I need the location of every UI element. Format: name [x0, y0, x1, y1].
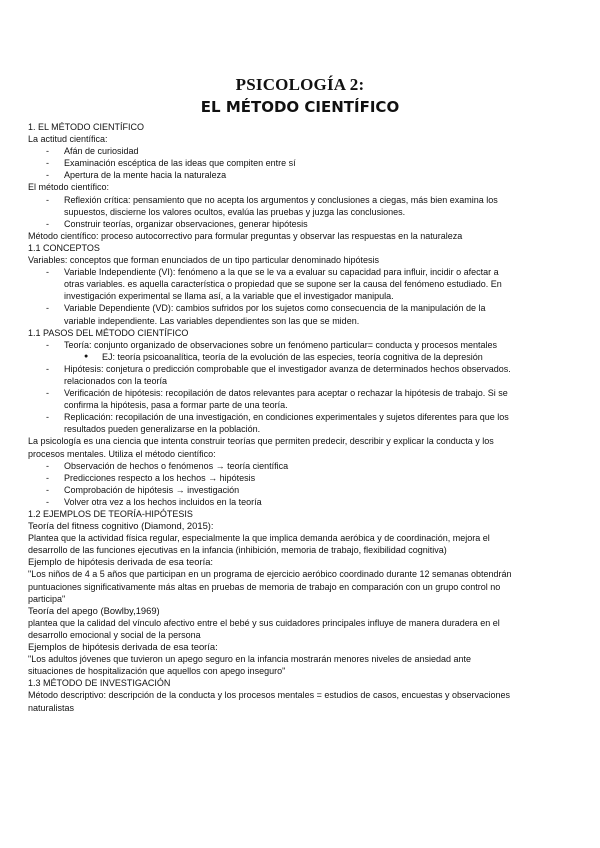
bullet-item: - Reflexión crítica: pensamiento que no acepta los argumentos y conclusiones a ciegas, más bien examina los: [28, 194, 578, 206]
bullet-continuation: confirma la hipótesis, pasa a formar parte de una teoría.: [64, 400, 288, 411]
paragraph-line: participa": [28, 593, 66, 604]
paragraph-line: desarrollo emocional y social de la persona: [28, 629, 201, 640]
paragraph-line: El método científico:: [28, 182, 110, 193]
paragraph-line: Método científico: proceso autocorrectivo para formular preguntas y observar las respuestas en la naturaleza: [28, 230, 463, 241]
bullet-item: - Observación de hechos o fenómenos → teoría científica: [28, 460, 578, 472]
section-heading: 1.2 EJEMPLOS DE TEORÍA-HIPÓTESIS: [28, 509, 193, 519]
bullet-item: - Teoría: conjunto organizado de observaciones sobre un fenómeno particular= conducta y procesos mentales: [28, 339, 578, 351]
bullet-item: - Verificación de hipótesis: recopilación de datos relevantes para aceptar o rechazar la hipótesis de trabajo. Si se: [28, 387, 578, 399]
paragraph-line: La psicología es una ciencia que intenta construir teorías que permiten predecir, describir y explicar la conducta y los: [28, 436, 494, 447]
sub-bullet-item: ● EJ: teoría psicoanalítica, teoría de la evolución de las especies, teoría cognitiva de la depresión: [28, 351, 578, 363]
bullet-item: - Predicciones respecto a los hechos → hipótesis: [28, 472, 578, 484]
bullet-continuation: investigación experimental se llama así, a la variable que el investigador manipula.: [64, 291, 394, 302]
bullet-continuation: variable independiente. Las variables dependientes son las que se miden.: [64, 315, 360, 326]
paragraph-line: plantea que la calidad del vínculo afectivo entre el bebé y sus cuidadores principales influye de manera duradera en el: [28, 617, 500, 628]
document-title: PSICOLOGÍA 2:: [235, 75, 365, 94]
bullet-continuation: relacionados con la teoría: [64, 375, 168, 386]
paragraph-line: La actitud científica:: [28, 134, 108, 145]
paragraph-line: "Los niños de 4 a 5 años que participan en un programa de ejercicio aeróbico coordinado durante 12 semanas obtendrán: [28, 569, 512, 580]
theory-title: Teoría del apego (Bowlby,1969): [28, 604, 160, 616]
bullet-item: - Apertura de la mente hacia la naturaleza: [28, 169, 578, 181]
bullet-item: - Variable Independiente (VI): fenómeno a la que se le va a evaluar su capacidad para influir, incidir o afectar a: [28, 266, 578, 278]
bullet-continuation: supuestos, discierne los valores ocultos, evalúa las pruebas y juzga las conclusiones.: [64, 206, 406, 217]
hypothesis-heading: Ejemplo de hipótesis derivada de esa teoría:: [28, 556, 214, 568]
paragraph-line: puntuaciones significativamente más altas en pruebas de memoria de trabajo en comparación con un grupo control no: [28, 581, 501, 592]
theory-title: Teoría del fitness cognitivo (Diamond, 2015):: [28, 520, 214, 532]
section-heading: 1.1 CONCEPTOS: [28, 242, 100, 253]
bullet-item: - Construir teorías, organizar observaciones, generar hipótesis: [28, 218, 578, 230]
paragraph-line: situaciones de hospitalización que aquellos con apego inseguro": [28, 666, 286, 677]
section-heading: 1.3 MÉTODO DE INVESTIGACIÓN: [28, 678, 171, 689]
paragraph-line: naturalistas: [28, 702, 75, 713]
bullet-item: - Volver otra vez a los hechos incluidos en la teoría: [28, 496, 578, 508]
bullet-item: - Hipótesis: conjetura o predicción comprobable que el investigador avanza de determinados hechos observados.: [28, 363, 578, 375]
bullet-continuation: resultados pueden generalizarse en la población.: [64, 424, 261, 435]
bullet-item: - Afán de curiosidad: [28, 145, 578, 157]
paragraph-line: "Los adultos jóvenes que tuvieron un apego seguro en la infancia mostrarán menores niveles de ansiedad ante: [28, 654, 471, 665]
paragraph-line: Variables: conceptos que forman enunciados de un tipo particular denominado hipótesis: [28, 255, 380, 266]
bullet-item: - Replicación: recopilación de una investigación, en condiciones experimentales y sujetos diferentes para que los: [28, 411, 578, 423]
document-subtitle: EL MÉTODO CIENTÍFICO: [200, 98, 400, 116]
bullet-continuation: otras variables. es aquella característica o propiedad que se supone ser la causa del fenómeno estudiado. En: [64, 279, 502, 290]
document-body: [28, 121, 578, 714]
bullet-item: - Variable Dependiente (VD): cambios sufridos por los sujetos como consecuencia de la manipulación de la: [28, 302, 578, 314]
bullet-item: - Comprobación de hipótesis → investigación: [28, 484, 578, 496]
bullet-item: - Examinación escéptica de las ideas que compiten entre sí: [28, 157, 578, 169]
hypothesis-heading: Ejemplos de hipótesis derivada de esa teoría:: [28, 641, 218, 653]
paragraph-line: desarrollo de las funciones ejecutivas en la infancia (inhibición, memoria de trabajo, flexibilidad cognitiva): [28, 545, 447, 556]
section-heading: 1. EL MÉTODO CIENTÍFICO: [28, 122, 145, 132]
paragraph-line: Plantea que la actividad física regular, especialmente la que implica demanda aeróbica y de coordinación, mejora el: [28, 533, 490, 544]
section-heading: 1.1 PASOS DEL MÉTODO CIENTÍFICO: [28, 327, 189, 338]
paragraph-line: Método descriptivo: descripción de la conducta y los procesos mentales = estudios de casos, encuestas y observaciones: [28, 690, 511, 701]
paragraph-line: procesos mentales. Utiliza el método científico:: [28, 448, 216, 459]
